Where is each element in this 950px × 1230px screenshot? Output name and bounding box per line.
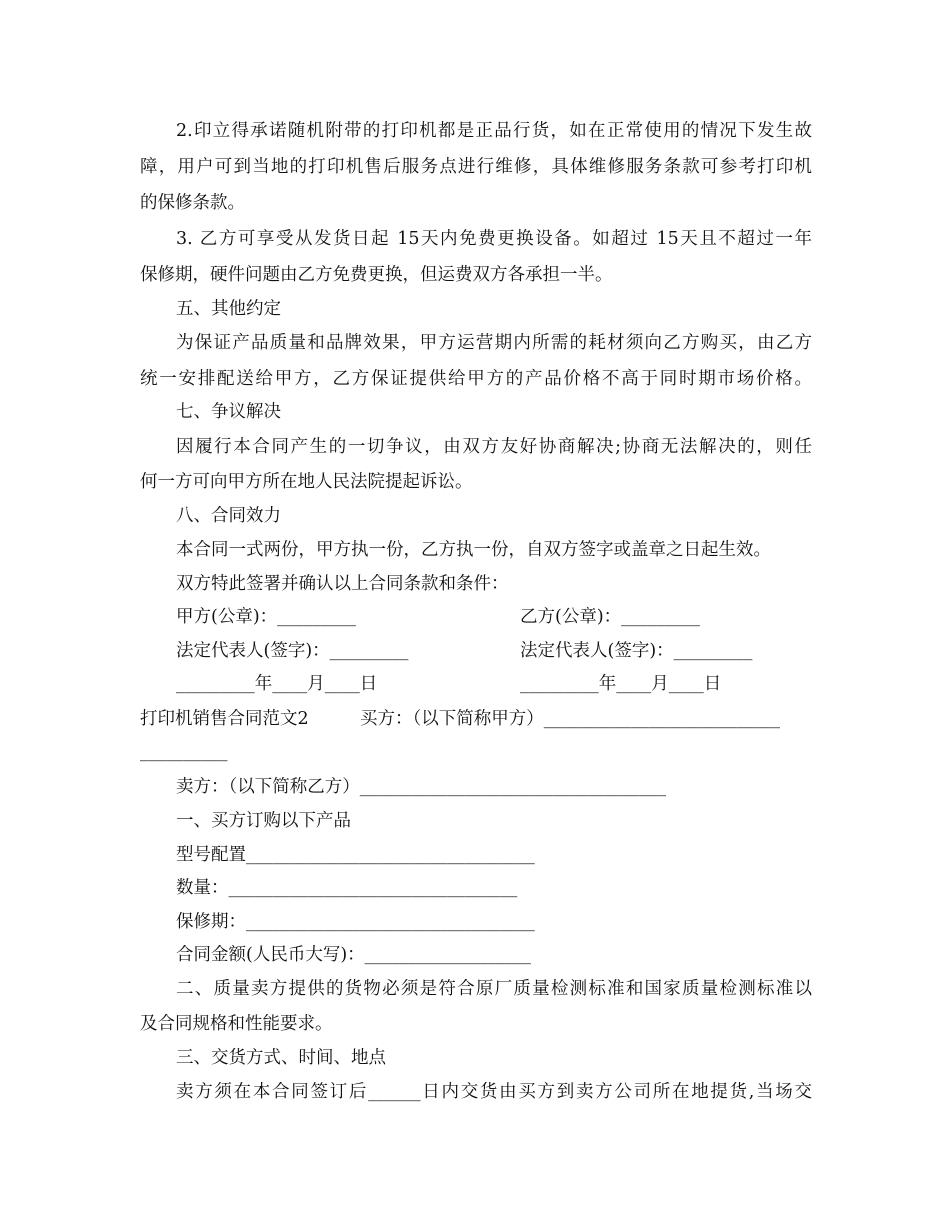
paragraph-line: 2.印立得承诺随机附带的打印机都是正品行货，如在正常使用的情况下发生故	[176, 121, 812, 141]
paragraph-line: 为保证产品质量和品牌效果，甲方运营期内所需的耗材须向乙方购买，由乙方	[176, 333, 812, 353]
party-a-representative-line: 法定代表人(签字)：_________	[176, 641, 409, 661]
paragraph-line: 统一安排配送给甲方，乙方保证提供给甲方的产品价格不高于同时期市场价格。	[140, 369, 812, 389]
section-heading: 五、其他约定	[176, 299, 281, 319]
party-b-date-line: _________年____月____日	[520, 674, 722, 694]
section-heading: 三、交货方式、时间、地点	[176, 1048, 386, 1068]
seller-line: 卖方：（以下简称乙方）___________________________________	[176, 777, 666, 797]
section-heading: 八、合同效力	[176, 506, 281, 526]
paragraph-line: 障，用户可到当地的打印机售后服务点进行维修，具体维修服务条款可参考打印机	[140, 157, 812, 177]
paragraph-line: 本合同一式两份，甲方执一份，乙方执一份，自双方签字或盖章之日起生效。	[176, 540, 771, 560]
amount-field: 合同金额(人民币大写)：___________________	[176, 945, 531, 965]
contract-title: 打印机销售合同范文2	[140, 709, 309, 729]
paragraph-line: 及合同规格和性能要求。	[140, 1014, 333, 1034]
party-b-representative-line: 法定代表人(签字)：_________	[520, 641, 753, 661]
buyer-line-continued: __________	[140, 742, 228, 762]
paragraph-line: 的保修条款。	[140, 193, 245, 213]
party-a-date-line: _________年____月____日	[176, 674, 378, 694]
buyer-line: 买方：（以下简称甲方）___________________________	[360, 709, 780, 729]
paragraph-line: 卖方须在本合同签订后______日内交货由买方到卖方公司所在地提货,当场交	[176, 1082, 812, 1102]
paragraph-line: 保修期，硬件问题由乙方免费更换，但运费双方各承担一半。	[140, 265, 613, 285]
section-heading: 七、争议解决	[176, 402, 281, 422]
paragraph-line: 二、质量卖方提供的货物必须是符合原厂质量检测标准和国家质量检测标准以	[176, 979, 812, 999]
warranty-field: 保修期：_________________________________	[176, 912, 535, 932]
model-field: 型号配置_________________________________	[176, 845, 535, 865]
party-b-seal-line: 乙方(公章)：_________	[520, 607, 700, 627]
paragraph-line: 因履行本合同产生的一切争议，由双方友好协商解决;协商无法解决的，则任	[176, 437, 812, 457]
quantity-field: 数量：_________________________________	[176, 878, 518, 898]
party-a-seal-line: 甲方(公章)：_________	[176, 607, 356, 627]
paragraph-line: 双方特此签署并确认以上合同条款和条件：	[176, 574, 509, 594]
paragraph-line: 何一方可向甲方所在地人民法院提起诉讼。	[140, 472, 473, 492]
section-heading: 一、买方订购以下产品	[176, 811, 351, 831]
paragraph-line: 3. 乙方可享受从发货日起 15天内免费更换设备。如超过 15天且不超过一年	[176, 229, 812, 249]
